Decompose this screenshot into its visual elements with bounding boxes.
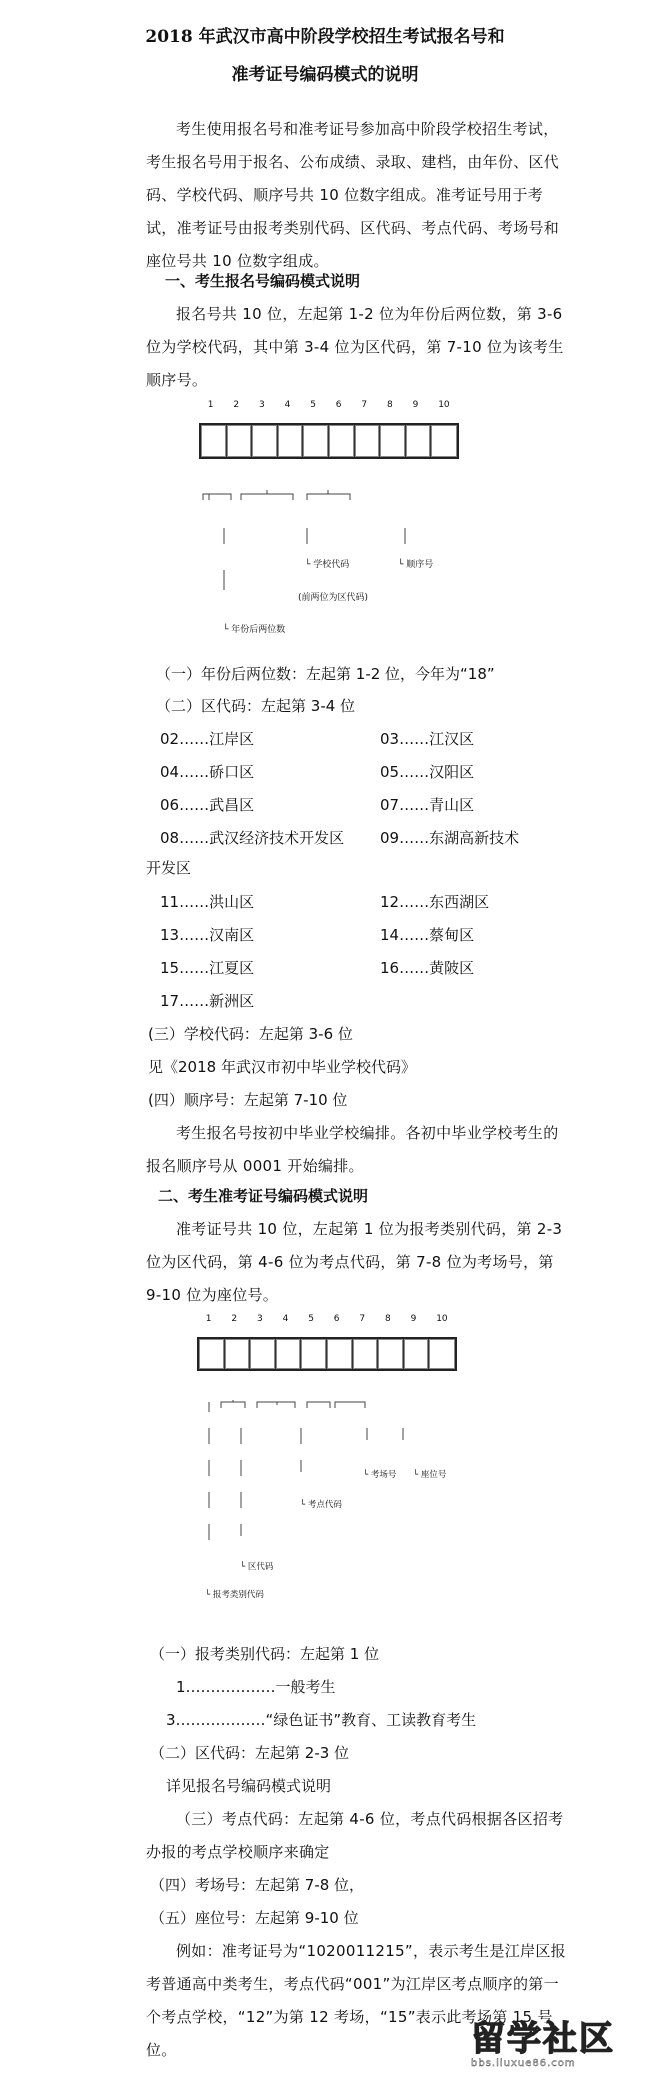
digit-label: 1 [207,400,214,410]
s2-item4: （四）考场号：左起第 7-8 位， [150,1876,365,1894]
page-title-line2: 准考证号编码模式的说明 [231,65,419,85]
district-entry: 02……江岸区 [160,730,255,748]
district-entry: 03……江汉区 [380,730,475,748]
digit-label: 9 [412,400,419,410]
district-entry: 07……青山区 [380,796,475,814]
digit-label: 7 [361,400,368,410]
digit-label: 1 [205,1314,212,1324]
watermark-text: 留学社区 [471,2019,615,2059]
digit-label: 9 [410,1314,417,1324]
district-label: └ 区代码 [240,1562,274,1572]
s1-item4: (四）顺序号：左起第 7-10 位 [148,1091,348,1109]
district-entry: 16……黄陂区 [380,959,475,977]
district-entry: 08……武汉经济技术开发区 [160,829,345,847]
section2-heading: 二、考生准考证号编码模式说明 [158,1187,369,1205]
digit-label: 6 [335,400,342,410]
s2-item2-ref: 详见报名号编码模式说明 [166,1777,332,1795]
district-entry: 17……新洲区 [160,992,255,1010]
district-entry: 15……江夏区 [160,959,255,977]
digit-label: 2 [231,1314,238,1324]
digit-boxes [199,423,459,459]
digit-label: 7 [359,1314,366,1324]
category-label: └ 报考类别代码 [205,1590,264,1600]
district-entry: 13……汉南区 [160,926,255,944]
seat-label: └ 座位号 [413,1470,447,1480]
section1-description: 报名号共 10 位，左起第 1-2 位为年份后两位数，第 3-6 位为学校代码，其中第 3-4 位为区代码，第 7-10 位为该考生顺序号。 [146,305,564,389]
digit-label: 3 [259,400,265,410]
s2-item1-a: 1………………一般考生 [176,1678,336,1696]
s2-item5: （五）座位号：左起第 9-10 位 [150,1909,359,1927]
watermark-url: bbs.liuxue86.com [471,2058,576,2069]
s2-item2: （二）区代码：左起第 2-3 位 [150,1744,350,1762]
digit-label: 10 [438,400,450,410]
digit-label: 8 [387,400,393,410]
s1-item2: （二）区代码：左起第 3-4 位 [156,697,356,715]
s2-example: 例如：准考证号为“1020011215”，表示考生是江岸区报考普通高中类考生，考点代码“001”为江岸区考点顺序的第一个考点学校，“12”为第 12 考场，“15”表示此考场第 15 号位。 [146,1942,566,2059]
digit-label: 10 [436,1314,448,1324]
year-label: └ 年份后两位数 [223,625,286,635]
page-title-line1: 2018 年武汉市高中阶段学校招生考试报名号和 [145,27,505,47]
district-entry: 04……硚口区 [160,763,255,781]
s2-item1: （一）报考类别代码：左起第 1 位 [150,1645,380,1663]
district-entry: 11……洪山区 [160,893,255,911]
district-entry: 05……汉阳区 [380,763,475,781]
digit-label: 4 [282,1314,289,1324]
district-entry: 开发区 [146,859,192,877]
exam-room-label: └ 考场号 [363,1470,397,1480]
digit-label: 8 [385,1314,391,1324]
digit-label: 2 [233,400,240,410]
bracket-lines [195,1400,455,1570]
digit-label: 5 [310,400,316,410]
digit-boxes [197,1337,457,1371]
district-entry: 14……蔡甸区 [380,926,475,944]
district-entry: 09……东湖高新技术 [380,829,520,847]
sequence-label: └ 顺序号 [398,560,434,570]
digit-label: 6 [333,1314,340,1324]
intro-paragraph: 考生使用报名号和准考证号参加高中阶段学校招生考试，考生报名号用于报名、公布成绩、录取、建档，由年份、区代码、学校代码、顺序号共 10 位数字组成。准考证号用于考试，准考证号由报考类别代码、区代码、考点代码、考场号和座位号共 10 位数字组成。 [146,120,560,270]
s1-item3: (三）学校代码：左起第 3-6 位 [148,1025,353,1043]
digit-label: 5 [308,1314,314,1324]
exam-site-label: └ 考点代码 [300,1500,342,1510]
section1-heading: 一、考生报名号编码模式说明 [165,272,361,290]
s1-item4-desc: 考生报名号按初中毕业学校编排。各初中毕业学校考生的报名顺序号从 0001 开始编排。 [146,1124,559,1175]
digit-label: 4 [284,400,291,410]
s1-item3-ref: 见《2018 年武汉市初中毕业学校代码》 [148,1058,416,1076]
district-note-label: (前两位为区代码) [298,593,369,603]
watermark-logo [471,2020,646,2072]
s2-item1-b: 3………………“绿色证书”教育、工读教育考生 [166,1711,477,1729]
digit-label: 3 [257,1314,263,1324]
district-entry: 06……武昌区 [160,796,255,814]
school-code-label: └ 学校代码 [305,560,350,570]
district-entry: 12……东西湖区 [380,893,490,911]
s1-item1: （一）年份后两位数：左起第 1-2 位，今年为“18” [156,665,495,683]
section2-description: 准考证号共 10 位，左起第 1 位为报考类别代码，第 2-3 位为区代码，第 4-6 位为考点代码，第 7-8 位为考场号，第 9-10 位为座位号。 [146,1220,563,1304]
s2-item3: （三）考点代码：左起第 4-6 位，考点代码根据各区招考办报的考点学校顺序来确定 [146,1810,564,1861]
